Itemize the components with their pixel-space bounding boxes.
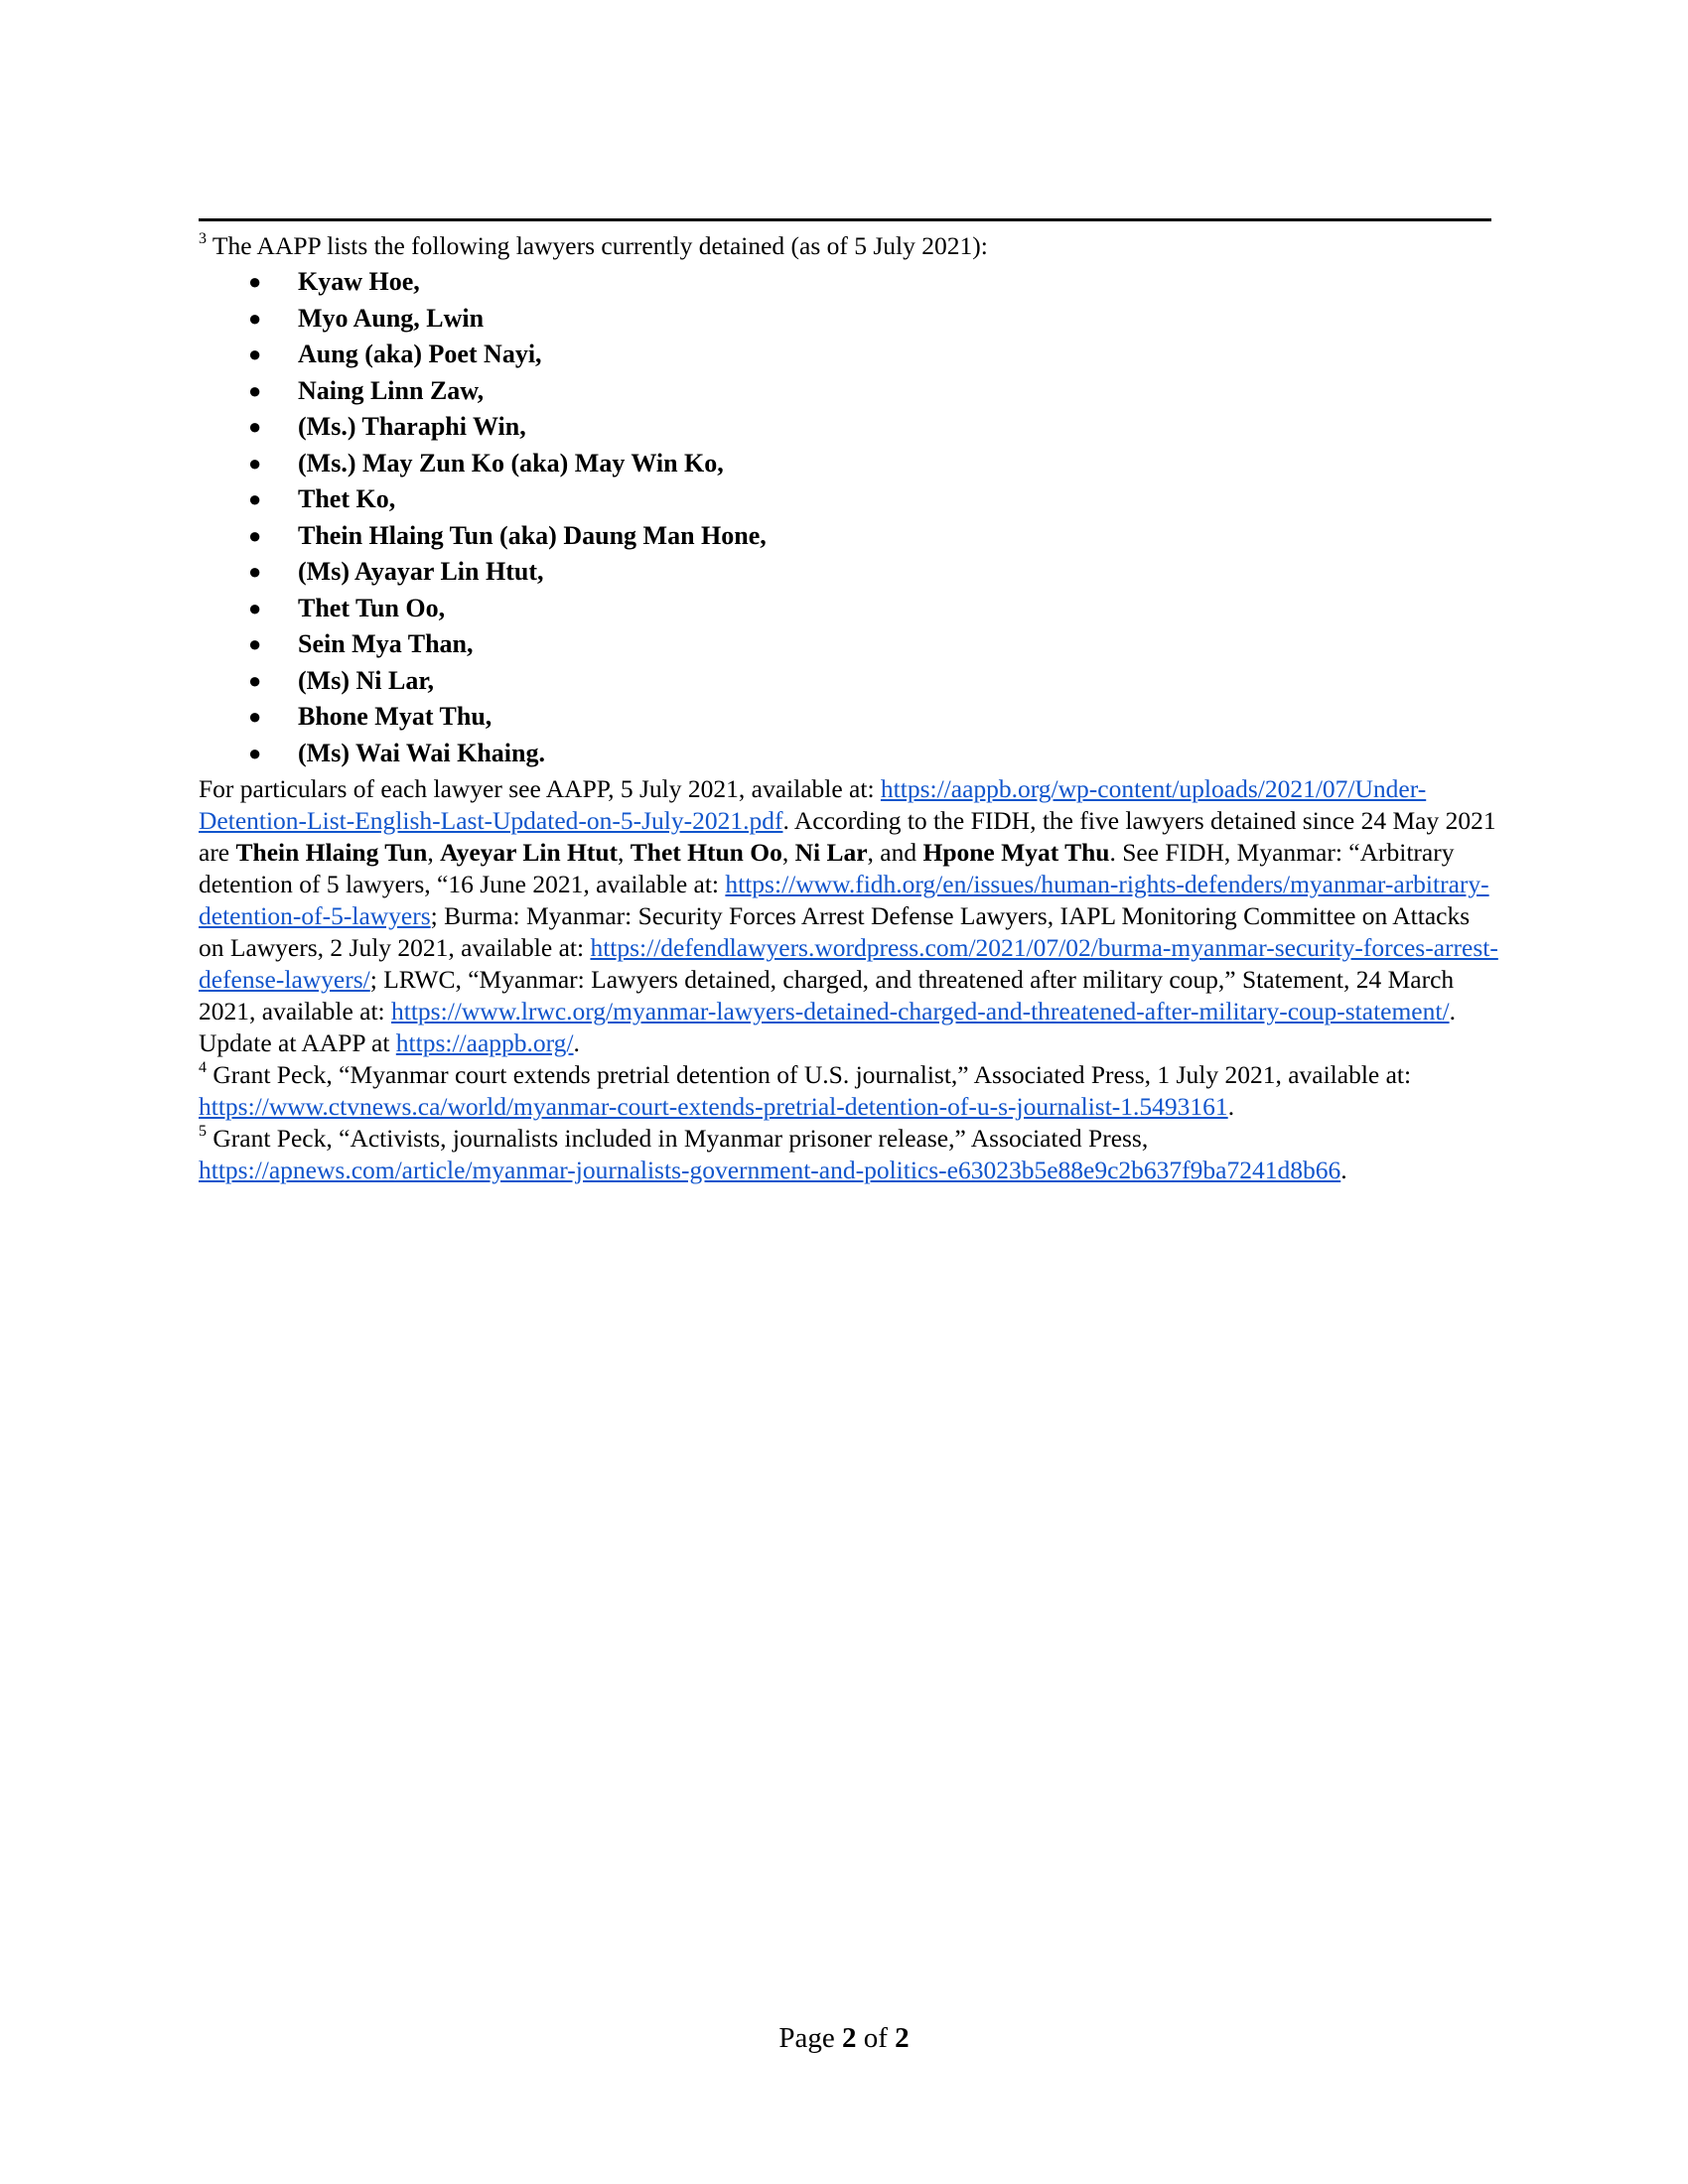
lawyer-name: Kyaw Hoe,	[298, 267, 420, 296]
lawyer-name: (Ms.) Tharaphi Win,	[298, 412, 526, 441]
lawyer-name: Bhone Myat Thu,	[298, 702, 492, 731]
lawyer-list-item	[199, 373, 1499, 410]
detained-lawyers-list	[199, 264, 1499, 771]
lrwc-statement-link[interactable]: https://www.lrwc.org/myanmar-lawyers-detained-charged-and-threatened-after-military-coup-statement/	[391, 997, 1450, 1025]
footnote-text: . See FIDH, Myanmar: “Arbitrary detention of 5 lawyers, “16 June 2021, available at:	[199, 838, 1455, 898]
bullet-icon: ●	[248, 522, 262, 548]
lawyer-list-item	[199, 264, 1499, 301]
lawyer-name: Myo Aung, Lwin	[298, 303, 485, 333]
lawyer-list-item	[199, 736, 1499, 772]
lawyer-list-item	[199, 591, 1499, 627]
separator: ,	[427, 838, 441, 867]
footnote-text: . According to the FIDH, the five lawyers detained since 24 May 2021 are	[199, 806, 1496, 867]
footnote-marker: 3	[199, 229, 207, 247]
footnote-end: .	[1340, 1156, 1347, 1184]
lawyer-list-item	[199, 626, 1499, 663]
lawyer-name: (Ms) Wai Wai Khaing.	[298, 738, 545, 767]
bullet-icon: ●	[248, 595, 262, 620]
fidh-article-link[interactable]: https://www.fidh.org/en/issues/human-rights-defenders/myanmar-arbitrary-detention-of-5-lawyers	[199, 870, 1489, 930]
lawyer-name: Ni Lar	[794, 838, 868, 867]
footnote-4	[199, 1059, 1499, 1123]
lawyer-name: Aung (aka) Poet Nayi,	[298, 340, 542, 368]
lawyer-list-item	[199, 446, 1499, 482]
defendlawyers-article-link[interactable]: https://defendlawyers.wordpress.com/2021/07/02/burma-myanmar-security-forces-arrest-defense-lawyers/	[199, 933, 1498, 994]
lawyer-list-item	[199, 663, 1499, 700]
bullet-icon: ●	[248, 631, 262, 656]
lawyer-list-item	[199, 409, 1499, 446]
footnotes	[199, 230, 1499, 1186]
lawyer-name: Naing Linn Zaw,	[298, 375, 485, 405]
bullet-icon: ●	[248, 305, 262, 331]
aapp-detention-list-link[interactable]: https://aappb.org/wp-content/uploads/2021/07/Under-Detention-List-English-Last-Updated-on-5-July-2021.pdf	[199, 774, 1427, 835]
lawyer-name: Hpone Myat Thu	[922, 838, 1110, 867]
bullet-icon: ●	[248, 269, 262, 294]
lawyer-name: (Ms) Ayayar Lin Htut,	[298, 557, 544, 586]
footnote-text: For particulars of each lawyer see AAPP, 5 July 2021, available at:	[199, 774, 881, 803]
lawyer-list-item	[199, 699, 1499, 736]
page-number-footer	[0, 2021, 1688, 2055]
total-page-count: 2	[895, 2022, 910, 2054]
bullet-icon: ●	[248, 377, 262, 403]
lawyer-name: Thein Hlaing Tun	[235, 838, 428, 867]
footnote-text: . Update at AAPP at	[199, 997, 1456, 1057]
bullet-icon: ●	[248, 559, 262, 584]
current-page-number: 2	[841, 2022, 857, 2054]
bullet-icon: ●	[248, 486, 262, 511]
footnote-5	[199, 1123, 1499, 1186]
lawyer-name: Sein Mya Than,	[298, 629, 474, 658]
separator: , and	[867, 838, 923, 867]
bullet-icon: ●	[248, 740, 262, 765]
lawyer-list-item	[199, 301, 1499, 338]
separator: ,	[618, 838, 631, 867]
lawyer-name: Thet Tun Oo,	[298, 593, 446, 622]
separator: ,	[781, 838, 795, 867]
lawyer-name: Thet Htun Oo	[630, 838, 782, 867]
lawyer-name: Thein Hlaing Tun (aka) Daung Man Hone,	[298, 520, 767, 550]
lawyer-list-item	[199, 337, 1499, 373]
bullet-icon: ●	[248, 414, 262, 439]
lawyer-name: (Ms.) May Zun Ko (aka) May Win Ko,	[298, 448, 724, 478]
lawyer-name: Thet Ko,	[298, 484, 396, 513]
lawyer-name: (Ms) Ni Lar,	[298, 665, 434, 695]
apnews-article-link[interactable]: https://apnews.com/article/myanmar-journalists-government-and-politics-e63023b5e88e9c2b637f9ba7241d8b66	[199, 1156, 1341, 1184]
bullet-icon: ●	[248, 704, 262, 729]
lawyer-list-item	[199, 554, 1499, 591]
bullet-icon: ●	[248, 450, 262, 476]
footnote-marker: 5	[199, 1122, 207, 1140]
footnote-separator-rule	[199, 218, 1491, 221]
footnote-3	[199, 230, 1499, 1059]
footnote-text: ; LRWC, “Myanmar: Lawyers detained, charged, and threatened after military coup,” Statement, 24 March 2021, available at:	[199, 965, 1455, 1025]
lawyer-name: Ayeyar Lin Htut	[440, 838, 619, 867]
lawyer-list-item	[199, 481, 1499, 518]
bullet-icon: ●	[248, 341, 262, 366]
lawyer-list-item	[199, 518, 1499, 555]
ctvnews-article-link[interactable]: https://www.ctvnews.ca/world/myanmar-court-extends-pretrial-detention-of-u-s-journalist-1.5493161	[199, 1092, 1228, 1121]
page-of-label: of	[856, 2022, 896, 2054]
aapp-home-link[interactable]: https://aappb.org/	[395, 1028, 574, 1057]
footnote-3-intro: The AAPP lists the following lawyers currently detained (as of 5 July 2021):	[211, 231, 988, 260]
footnote-text: Grant Peck, “Myanmar court extends pretrial detention of U.S. journalist,” Associated Press, 1 July 2021, available at:	[212, 1060, 1412, 1089]
bullet-icon: ●	[248, 667, 262, 693]
footnote-text: ; Burma: Myanmar: Security Forces Arrest Defense Lawyers, IAPL Monitoring Committee on Attacks on Lawyers, 2 July 2021, available at:	[199, 901, 1471, 962]
footnote-text: .	[573, 1028, 580, 1057]
footnote-marker: 4	[199, 1058, 207, 1076]
footnote-end: .	[1227, 1092, 1235, 1121]
footnote-text: Grant Peck, “Activists, journalists included in Myanmar prisoner release,” Associated Press,	[212, 1124, 1149, 1153]
page-label: Page	[778, 2022, 842, 2054]
